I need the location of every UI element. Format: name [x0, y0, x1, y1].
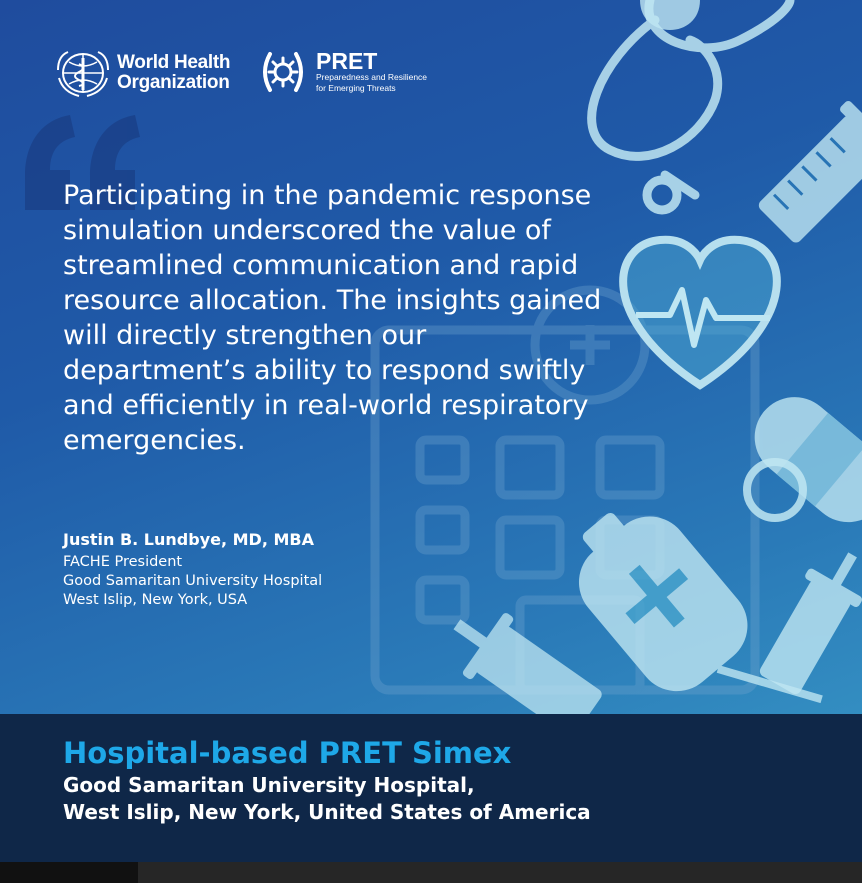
who-name-line2: Organization — [117, 72, 230, 93]
footer-banner — [0, 714, 862, 862]
pret-subtitle-line2: for Emerging Threats — [316, 83, 396, 93]
pret-virus-icon — [258, 50, 308, 94]
author-title: FACHE President — [63, 554, 183, 570]
author-location: West Islip, New York, USA — [63, 592, 248, 608]
footer-title: Hospital-based PRET Simex — [63, 736, 512, 770]
author-organization: Good Samaritan University Hospital — [63, 573, 323, 589]
pret-logo — [258, 50, 436, 94]
bottom-strip-dark — [0, 862, 138, 883]
author-name: Justin B. Lundbye, MD, MBA — [63, 530, 314, 549]
pret-name: PRET — [316, 48, 378, 74]
footer-line1: Good Samaritan University Hospital, — [63, 773, 475, 797]
stethoscope-icon — [592, 0, 790, 210]
author-block — [63, 530, 322, 610]
bottom-strip — [0, 862, 862, 883]
who-name-line1: World Health — [117, 52, 231, 73]
who-emblem-icon — [55, 48, 111, 98]
syringe-icon — [749, 71, 862, 252]
who-logo — [55, 48, 230, 98]
pret-subtitle-line1: Preparedness and Resilience — [316, 72, 428, 82]
footer-subtitle — [63, 772, 591, 826]
footer-line2: West Islip, New York, United States of America — [63, 800, 591, 824]
testimonial-quote: Participating in the pandemic response simulation underscored the value of streamlined communication and rapid resource allocation. The insights gained will directly strengthen our department’s ability to respond swiftly and efficiently in real-world respiratory emergencies. — [63, 180, 602, 456]
